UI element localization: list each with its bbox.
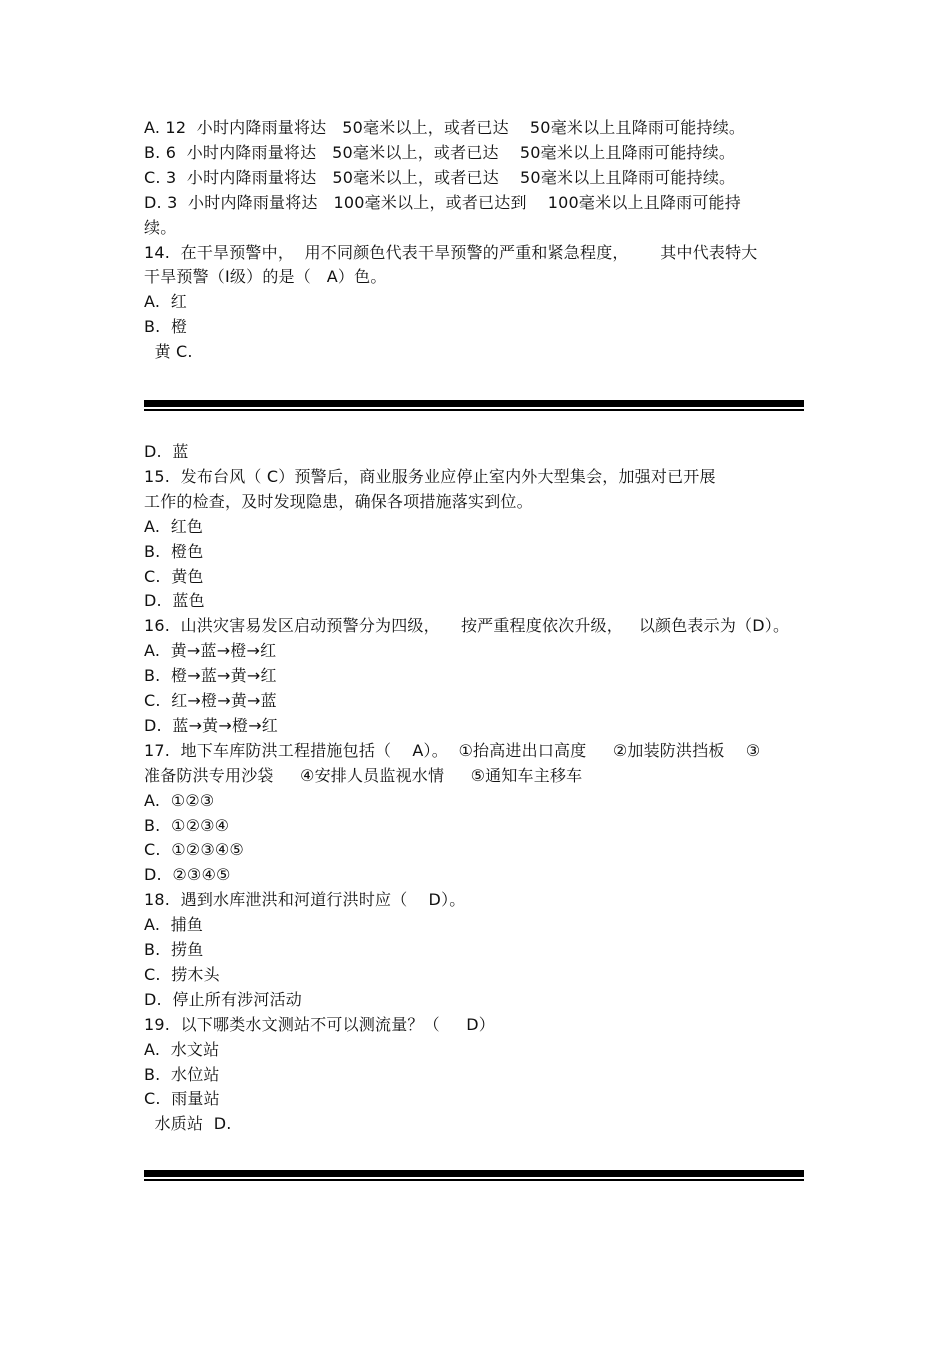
text-line: A. 红色: [144, 516, 204, 536]
text-line: B. 橙色: [144, 541, 204, 561]
text-line: 16. 山洪灾害易发区启动预警分为四级， 按严重程度依次升级， 以颜色表示为（D）。: [144, 616, 790, 636]
section-divider: [144, 400, 804, 407]
text-line: D. 3 小时内降雨量将达 100毫米以上，或者已达到 100毫米以上且降雨可能持: [144, 192, 741, 212]
text-line: B. 水位站: [144, 1064, 220, 1084]
text-line: A. ①②③: [144, 790, 215, 810]
text-line: A. 捕鱼: [144, 915, 204, 935]
text-line: D. 蓝色: [144, 591, 205, 611]
text-line: 准备防洪专用沙袋 ④安排人员监视水情 ⑤通知车主移车: [144, 765, 583, 785]
text-line: B. 捞鱼: [144, 940, 204, 959]
text-line: A. 黄→蓝→橙→红: [144, 641, 277, 661]
text-line: 水质站 D.: [144, 1114, 232, 1134]
text-line: D. ②③④⑤: [144, 865, 231, 885]
text-line: C. 红→橙→黄→蓝: [144, 691, 277, 710]
text-line: C. 捞木头: [144, 964, 220, 984]
text-line: 18. 遇到水库泄洪和河道行洪时应（ D）。: [144, 890, 466, 910]
text-line: C. 雨量站: [144, 1089, 220, 1109]
text-line: 17. 地下车库防洪工程措施包括（ A）。 ①抬高进出口高度 ②加装防洪挡板 ③: [144, 740, 761, 760]
text-line: B. 橙→蓝→黄→红: [144, 666, 277, 686]
text-line: D. 停止所有涉河活动: [144, 989, 302, 1009]
text-line: B. 6 小时内降雨量将达 50毫米以上，或者已达 50毫米以上且降雨可能持续。: [144, 142, 736, 162]
text-line: 工作的检查，及时发现隐患，确保各项措施落实到位。: [144, 491, 533, 511]
text-line: 14. 在干旱预警中， 用不同颜色代表干旱预警的严重和紧急程度， 其中代表特大: [144, 242, 758, 262]
text-line: 19. 以下哪类水文测站不可以测流量？（ D）: [144, 1014, 495, 1034]
text-line: A. 红: [144, 292, 187, 312]
text-line: C. ①②③④⑤: [144, 840, 244, 860]
text-line: B. ①②③④: [144, 815, 230, 835]
text-line: 黄 C.: [144, 342, 193, 362]
text-line: 干旱预警（Ⅰ级）的是（ A）色。: [144, 267, 387, 287]
text-line: A. 12 小时内降雨量将达 50毫米以上，或者已达 50毫米以上且降雨可能持续。: [144, 118, 746, 137]
text-line: C. 3 小时内降雨量将达 50毫米以上，或者已达 50毫米以上且降雨可能持续。: [144, 167, 736, 187]
text-line: B. 橙: [144, 317, 188, 337]
text-line: D. 蓝: [144, 442, 189, 461]
text-line: 15. 发布台风（ C）预警后，商业服务业应停止室内外大型集会，加强对已开展: [144, 466, 716, 486]
text-line: A. 水文站: [144, 1039, 220, 1059]
text-line: C. 黄色: [144, 566, 204, 586]
section-divider: [144, 1170, 804, 1177]
text-line: 续。: [144, 217, 177, 237]
text-line: D. 蓝→黄→橙→红: [144, 715, 278, 735]
